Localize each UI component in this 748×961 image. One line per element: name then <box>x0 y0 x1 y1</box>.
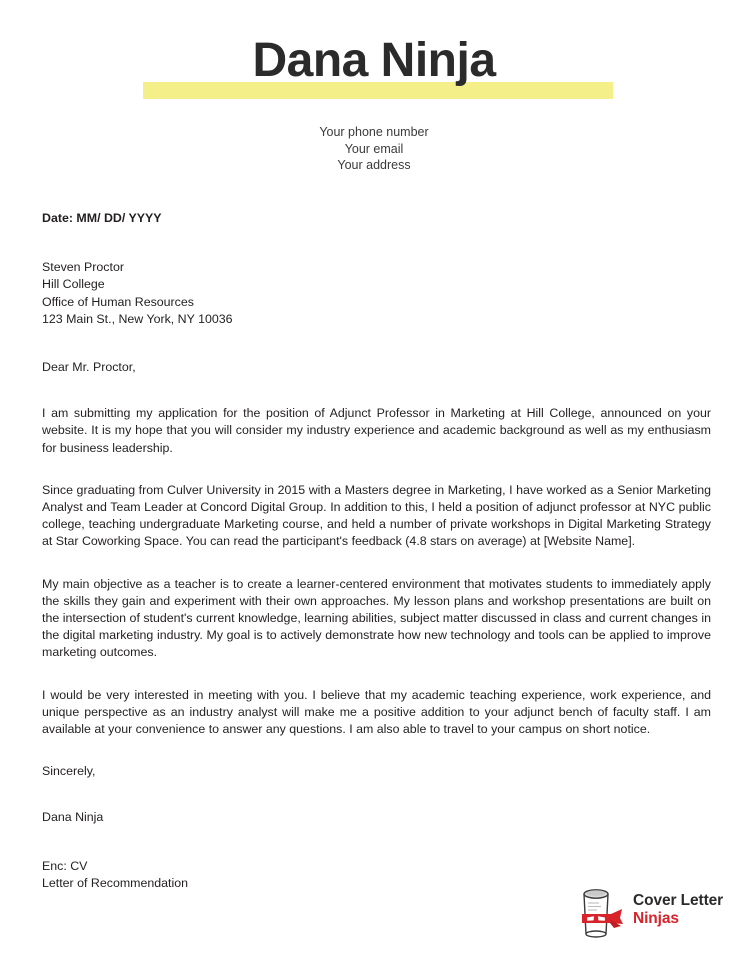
salutation: Dear Mr. Proctor, <box>42 360 136 375</box>
body-paragraph-1: I am submitting my application for the position of Adjunct Professor in Marketing at Hill College, announced on your website. It is my hope that you will consider my industry experience and academic background as well as my enthusiasm for business leadership. <box>42 406 711 455</box>
contact-address: Your address <box>337 158 411 173</box>
recipient-street-city: 123 Main St., New York, NY 10036 <box>42 311 233 326</box>
signature-name: Dana Ninja <box>42 810 104 825</box>
applicant-name: Dana Ninja <box>252 34 496 87</box>
letter-body <box>42 210 711 892</box>
recipient-organization: Hill College <box>42 277 105 292</box>
contact-email: Your email <box>344 141 404 156</box>
brand-logo <box>571 884 724 939</box>
recipient-name: Steven Proctor <box>42 260 124 275</box>
ninja-document-icon <box>571 884 623 938</box>
enclosure-item-2: Letter of Recommendation <box>42 875 189 890</box>
contact-info-block <box>0 124 748 174</box>
body-paragraph-3: My main objective as a teacher is to create a learner-centered environment that motivates students to immediately apply the skills they gain and experiment with their own approaches. My lesson plans and workshop presentations are built on the intersection of student's current knowledge, learning abilities, subject matter discussed in class and current changes in the digital marketing industry. My goal is to actively demonstrate how new technology and tools can be applied to improve marketing outcomes. <box>42 576 711 660</box>
body-paragraph-2: Since graduating from Culver University in 2015 with a Masters degree in Marketing, I have worked as a Senior Marketing Analyst and Team Leader at Concord Digital Group. In addition to this, I held a position of adjunct professor at NYC public college, teaching undergraduate Marketing course, and held a number of private workshops in Digital Marketing Strategy at Star Coworking Space. You can read the participant's feedback (4.8 stars on average) at [Website Name]. <box>42 482 711 549</box>
brand-wordmark <box>633 892 723 928</box>
date-line: Date: MM/ DD/ YYYY <box>42 211 162 225</box>
closing-line: Sincerely, <box>42 764 96 779</box>
recipient-department: Office of Human Resources <box>42 294 194 309</box>
brand-line-ninjas: Ninjas <box>633 910 679 927</box>
brand-line-cover-letter: Cover Letter <box>633 892 724 909</box>
contact-phone: Your phone number <box>319 125 429 139</box>
enclosure-item-1: Enc: CV <box>42 858 88 873</box>
recipient-address-block <box>42 259 711 328</box>
letterhead-header <box>0 0 748 112</box>
body-paragraph-4: I would be very interested in meeting with you. I believe that my academic teaching experience, work experience, and unique perspective as an industry analyst will make me a positive addition to your adjunct bench of faculty staff. I am available at your convenience to answer any questions. I am also able to travel to your campus on short notice. <box>42 687 711 737</box>
